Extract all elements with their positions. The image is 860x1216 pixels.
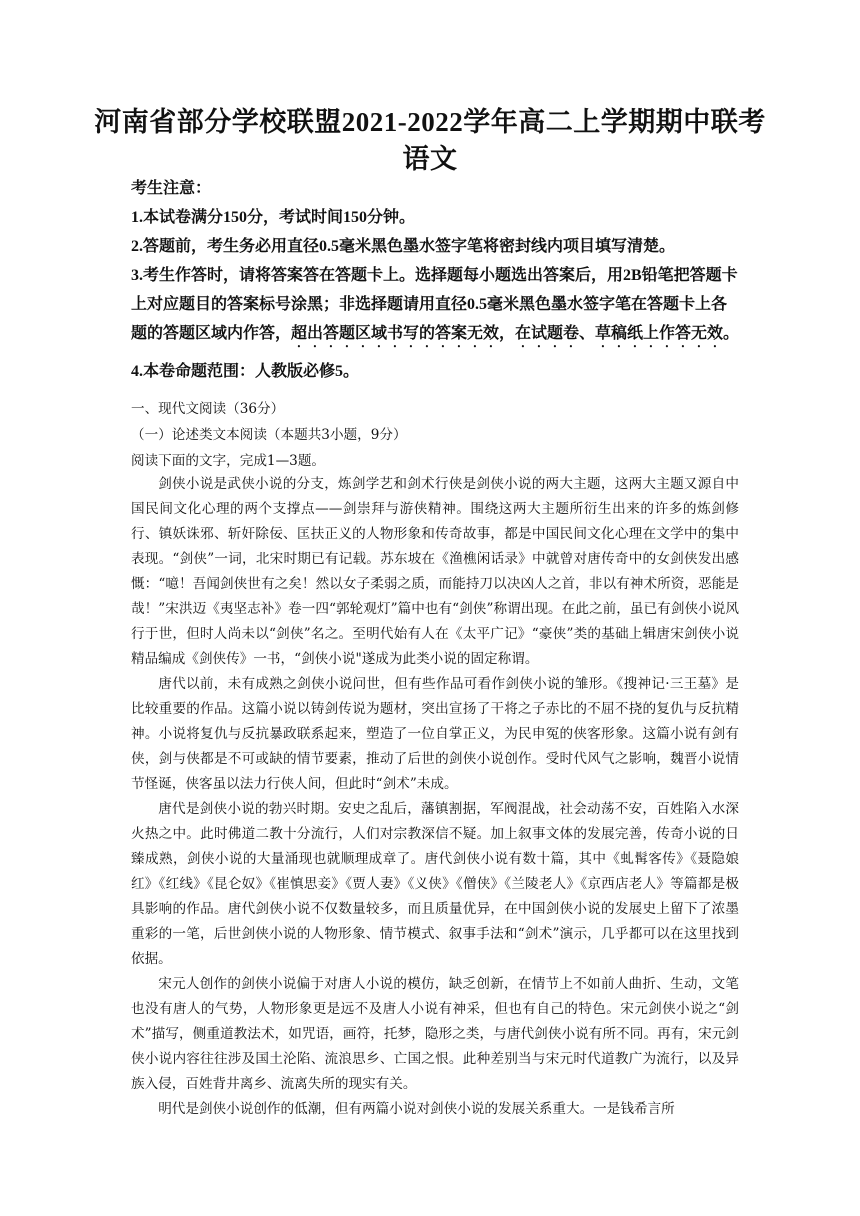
document-title: 河南省部分学校联盟2021-2022学年高二上学期期中联考 bbox=[94, 107, 766, 137]
article-paragraph: 唐代是剑侠小说的勃兴时期。安史之乱后，藩镇割据，军阀混战，社会动荡不安，百姓陷入水深火热之中。此时佛道二教十分流行，人们对宗教深信不疑。加上叙事文体的发展完善，传奇小说的日臻成熟，剑侠小说的大量涌现也就顺理成章了。唐代剑侠小说有数十篇，其中《虬髯客传》《聂隐娘红》《红线》《昆仑奴》《崔慎思妾》《贾人妻》《义侠》《僧侠》《兰陵老人》《京西店老人》等篇都是极具影响的作品。唐代剑侠小说不仅数量较多，而且质量优异，在中国剑侠小说的发展史上留下了浓墨重彩的一笔，后世剑侠小说的人物形象、情节模式、叙事手法和“剑术”演示，几乎都可以在这里找到依据。 bbox=[131, 801, 739, 967]
section-heading: 一、现代文阅读（36分） bbox=[131, 401, 285, 417]
notice-item-3-emphasis: 超出答题区域书写的答案无效，在试题卷、草稿纸上作答无效 bbox=[291, 325, 724, 342]
article-paragraph: 宋元人创作的剑侠小说偏于对唐人小说的模仿，缺乏创新，在情节上不如前人曲折、生动，文笔也没有唐人的气势，人物形象更是远不及唐人小说有神采，但也有自己的特色。宋元剑侠小说之“剑术”描写，侧重道教法术，如咒语，画符，托梦，隐形之类，与唐代剑侠小说有所不同。再有，宋元剑侠小说内容往往涉及国土沦陷、流浪思乡、亡国之恨。此种差别当与宋元时代道教广为流行，以及异族入侵，百姓背井离乡、流离失所的现实有关。 bbox=[131, 976, 739, 1092]
notice-item-1: 1.本试卷满分150分，考试时间150分钟。 bbox=[131, 209, 416, 226]
document-subject: 语文 bbox=[402, 144, 458, 174]
exam-notice bbox=[131, 174, 741, 386]
notice-item-3-text: 3.考生作答时，请将答案答在答题卡上。选择题每小题选出答案后，用2B铅笔把答题卡上对应题目的答案标号涂黑；非选择题请用直径0.5毫米黑色墨水签字笔在答题卡上各题的答题区域内作答， bbox=[131, 267, 738, 342]
notice-item-3 bbox=[131, 261, 741, 351]
article-paragraph: 剑侠小说是武侠小说的分支，炼剑学艺和剑术行侠是剑侠小说的两大主题，这两大主题又源自中国民间文化心理的两个支撑点——剑崇拜与游侠精神。围绕这两大主题所衍生出来的许多的炼剑修行、镇妖诛邪、斩奸除佞、匡扶正义的人物形象和传奇故事，都是中国民间文化心理在文学中的集中表现。“剑侠”一词，北宋时期已有记载。苏东坡在《渔樵闲话录》中就曾对唐传奇中的女剑侠发出感慨：“噫！吾闻剑侠世有之矣！然以女子柔弱之质，而能持刀以决凶人之首，非以有神术所资，恶能是哉！”宋洪迈《夷坚志补》卷一四“郭轮观灯”篇中也有“剑侠”称谓出现。在此之前，虽已有剑侠小说风行于世，但时人尚未以“剑侠”名之。至明代始有人在《太平广记》“豪侠”类的基础上辑唐宋剑侠小说精品编成《剑侠传》一书，“剑侠小说"遂成为此类小说的固定称谓。 bbox=[131, 476, 739, 667]
notice-heading: 考生注意： bbox=[131, 180, 212, 197]
article-paragraph: 唐代以前，未有成熟之剑侠小说问世，但有些作品可看作剑侠小说的雏形。《搜神记·三王墓》是比较重要的作品。这篇小说以铸剑传说为题材，突出宣扬了干将之子赤比的不屈不挠的复仇与反抗精神。小说将复仇与反抗暴政联系起来，塑造了一位自掌正义，为民申冤的侠客形象。这篇小说有剑有侠，剑与侠都是不可或缺的情节要素，推动了后世的剑侠小说创作。受时代风气之影响，魏晋小说情节怪诞，侠客虽以法力行侠人间，但此时“剑术”未成。 bbox=[131, 676, 739, 792]
notice-item-4: 4.本卷命题范围：人教版必修5。 bbox=[131, 363, 360, 380]
reading-instruction: 阅读下面的文字，完成1—3题。 bbox=[131, 453, 326, 469]
article-body bbox=[131, 472, 739, 1122]
subsection-heading: （一）论述类文本阅读（本题共3小题，9分） bbox=[131, 427, 407, 443]
notice-item-3-end: 。 bbox=[723, 325, 740, 342]
article-paragraph: 明代是剑侠小说创作的低潮，但有两篇小说对剑侠小说的发展关系重大。一是钱希言所 bbox=[158, 1101, 675, 1117]
notice-item-2: 2.答题前，考生务必用直径0.5毫米黑色墨水签字笔将密封线内项目填写清楚。 bbox=[131, 238, 676, 255]
